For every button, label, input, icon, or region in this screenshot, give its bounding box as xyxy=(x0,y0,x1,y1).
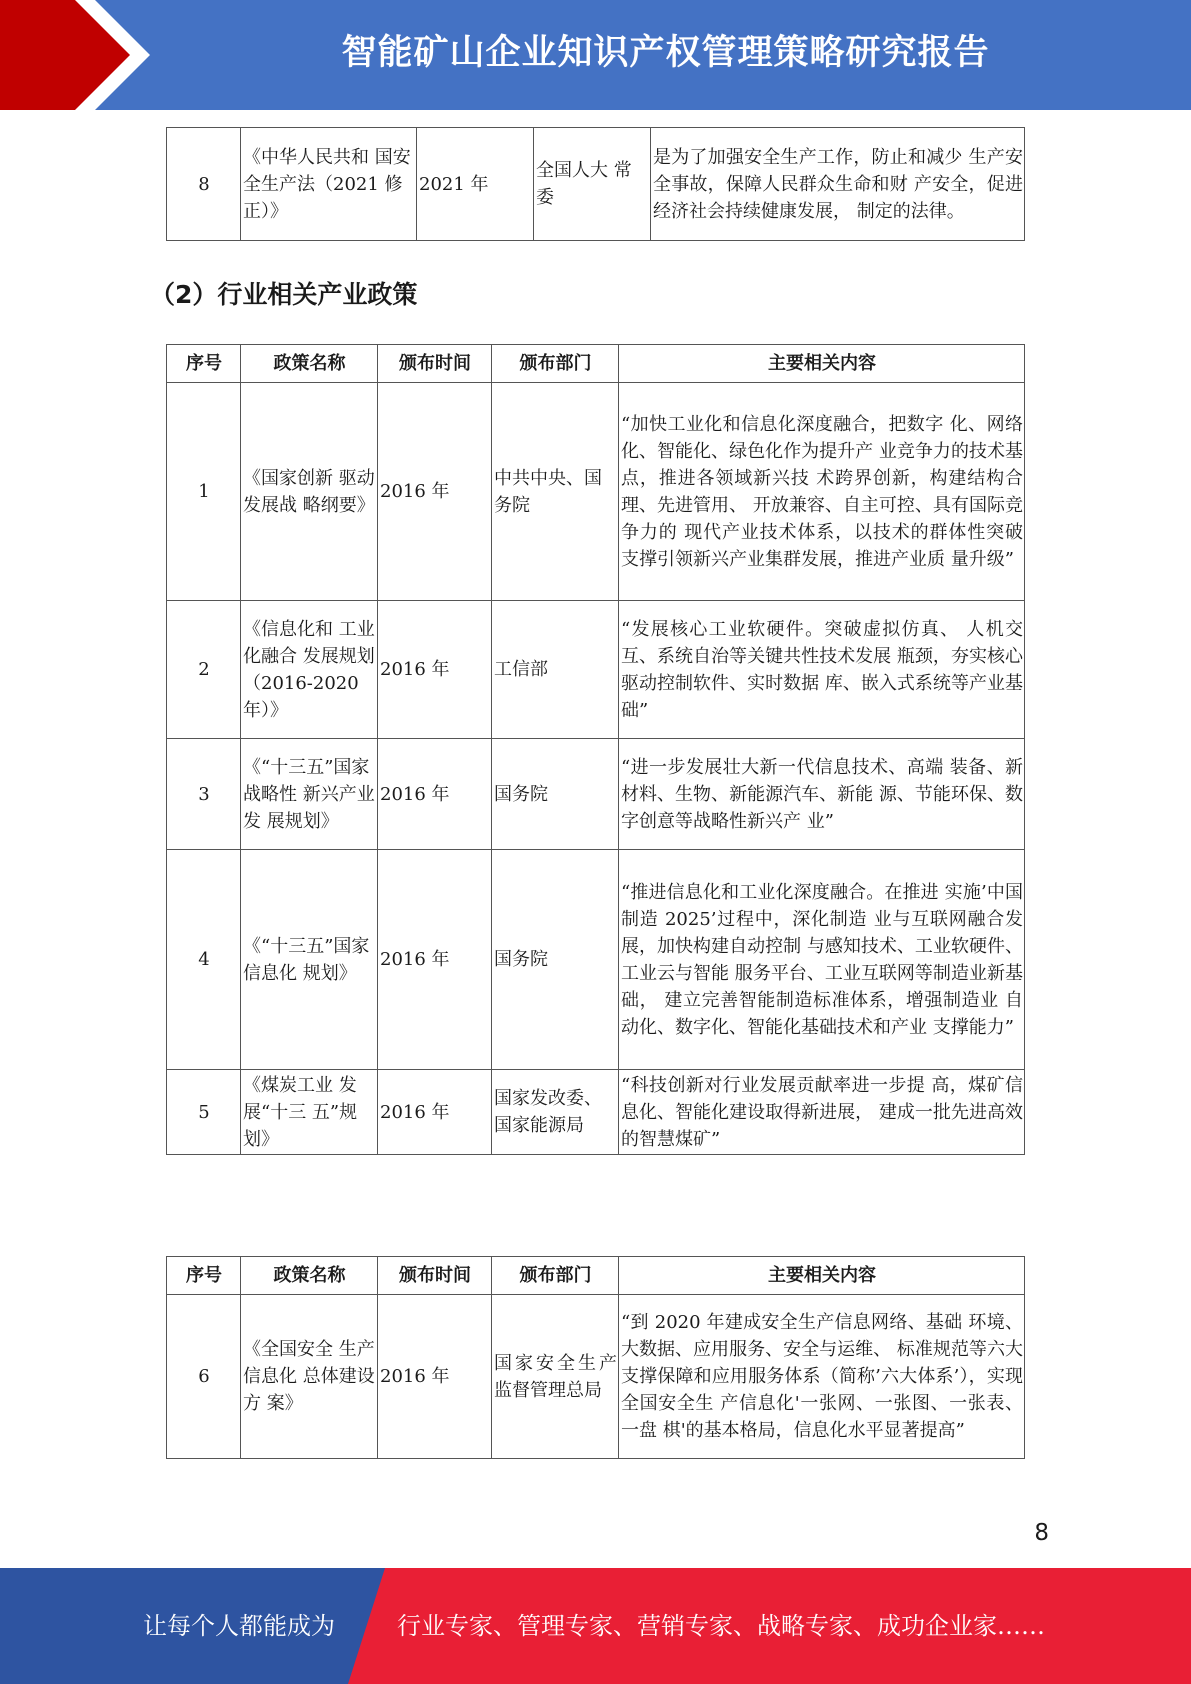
policy-date: 2016 年 xyxy=(378,739,492,850)
header-content: 主要相关内容 xyxy=(619,1257,1025,1295)
policy-date: 2016 年 xyxy=(378,1070,492,1155)
table-row xyxy=(167,739,1025,850)
policy-department: 国家安全生产监督管理总局 xyxy=(492,1295,619,1459)
policy-name: 《中华人民共和 国安全生产法（2021 修正）》 xyxy=(241,128,417,241)
policy-name: 《国家创新 驱动发展战 略纲要》 xyxy=(241,383,378,601)
header-title: 智能矿山企业知识产权管理策略研究报告 xyxy=(341,33,990,73)
policy-content: “到 2020 年建成安全生产信息网络、基础 环境、大数据、应用服务、安全与运维、 标准规范等六大支撑保障和应用服务体系（简称’六大体系’），实现全国安全生 产信息化'一张网、一张图、一张表、一盘 棋'的基本格局，信息化水平显著提高” xyxy=(619,1295,1025,1459)
row-number: 1 xyxy=(167,383,241,601)
policy-date: 2016 年 xyxy=(378,601,492,739)
table-row xyxy=(167,383,1025,601)
table-row xyxy=(167,1070,1025,1155)
policy-content: 是为了加强安全生产工作，防止和减少 生产安全事故，保障人民群众生命和财 产安全，促进经济社会持续健康发展， 制定的法律。 xyxy=(651,128,1025,241)
policy-content: “发展核心工业软硬件。突破虚拟仿真、 人机交互、系统自治等关键共性技术发展 瓶颈，夯实核心驱动控制软件、实时数据 库、嵌入式系统等产业基础” xyxy=(619,601,1025,739)
industry-policy-table xyxy=(166,344,1025,1155)
policy-department: 全国人大 常委 xyxy=(534,128,651,241)
footer-slogan-right: 行业专家、管理专家、营销专家、战略专家、成功企业家…… xyxy=(397,1612,1045,1640)
page-header xyxy=(0,0,1191,110)
policy-date: 2016 年 xyxy=(378,1295,492,1459)
policy-name: 《“十三五”国家信息化 规划》 xyxy=(241,850,378,1070)
policy-content: “加快工业化和信息化深度融合，把数字 化、网络化、智能化、绿色化作为提升产 业竞争力的技术基点，推进各领域新兴技 术跨界创新，构建结构合理、先进管用、 开放兼容、自主可控、具有国际竞争力的 现代产业技术体系，以技术的群体性突破 支撑引领新兴产业集群发展，推进产业质 量升级” xyxy=(619,383,1025,601)
table-header-row xyxy=(167,345,1025,383)
header-date: 颁布时间 xyxy=(378,345,492,383)
header-date: 颁布时间 xyxy=(378,1257,492,1295)
header-department: 颁布部门 xyxy=(492,1257,619,1295)
policy-department: 中共中央、国务院 xyxy=(492,383,619,601)
policy-table-top xyxy=(166,127,1025,241)
row-number: 2 xyxy=(167,601,241,739)
table-row xyxy=(167,1295,1025,1459)
policy-department: 工信部 xyxy=(492,601,619,739)
policy-department: 国务院 xyxy=(492,850,619,1070)
policy-date: 2016 年 xyxy=(378,850,492,1070)
policy-date: 2016 年 xyxy=(378,383,492,601)
row-number: 8 xyxy=(167,128,241,241)
row-number: 5 xyxy=(167,1070,241,1155)
table-row xyxy=(167,850,1025,1070)
page-number: 8 xyxy=(1034,1520,1049,1546)
footer-slogan-left: 让每个人都能成为 xyxy=(143,1612,335,1640)
row-number: 4 xyxy=(167,850,241,1070)
table-row xyxy=(167,128,1025,241)
row-number: 6 xyxy=(167,1295,241,1459)
header-policy-name: 政策名称 xyxy=(241,345,378,383)
header-content: 主要相关内容 xyxy=(619,345,1025,383)
policy-name: 《“十三五”国家战略性 新兴产业发 展规划》 xyxy=(241,739,378,850)
policy-name: 《全国安全 生产信息化 总体建设方 案》 xyxy=(241,1295,378,1459)
policy-content: “科技创新对行业发展贡献率进一步提 高，煤矿信息化、智能化建设取得新进展， 建成一批先进高效的智慧煤矿” xyxy=(619,1070,1025,1155)
policy-content: “进一步发展壮大新一代信息技术、高端 装备、新材料、生物、新能源汽车、新能 源、节能环保、数字创意等战略性新兴产 业” xyxy=(619,739,1025,850)
row-number: 3 xyxy=(167,739,241,850)
policy-department: 国务院 xyxy=(492,739,619,850)
policy-department: 国家发改委、国家能源局 xyxy=(492,1070,619,1155)
policy-content: “推进信息化和工业化深度融合。在推进 实施’中国制造 2025’过程中，深化制造 业与互联网融合发展，加快构建自动控制 与感知技术、工业软硬件、工业云与智能 服务平台、工业互联网等制造业新基础， 建立完善智能制造标准体系，增强制造业 自动化、数字化、智能化基础技术和产业 支撑能力” xyxy=(619,850,1025,1070)
table-row xyxy=(167,601,1025,739)
header-policy-name: 政策名称 xyxy=(241,1257,378,1295)
page-footer xyxy=(0,1568,1191,1684)
policy-name: 《煤炭工业 发展“十三 五”规划》 xyxy=(241,1070,378,1155)
policy-name: 《信息化和 工业化融合 发展规划（2016-2020 年）》 xyxy=(241,601,378,739)
policy-table-continued xyxy=(166,1256,1025,1459)
policy-date: 2021 年 xyxy=(417,128,534,241)
table-header-row xyxy=(167,1257,1025,1295)
header-number: 序号 xyxy=(167,345,241,383)
header-arrow-graphic xyxy=(0,0,160,110)
header-department: 颁布部门 xyxy=(492,345,619,383)
header-number: 序号 xyxy=(167,1257,241,1295)
section-heading: （2）行业相关产业政策 xyxy=(150,280,418,309)
